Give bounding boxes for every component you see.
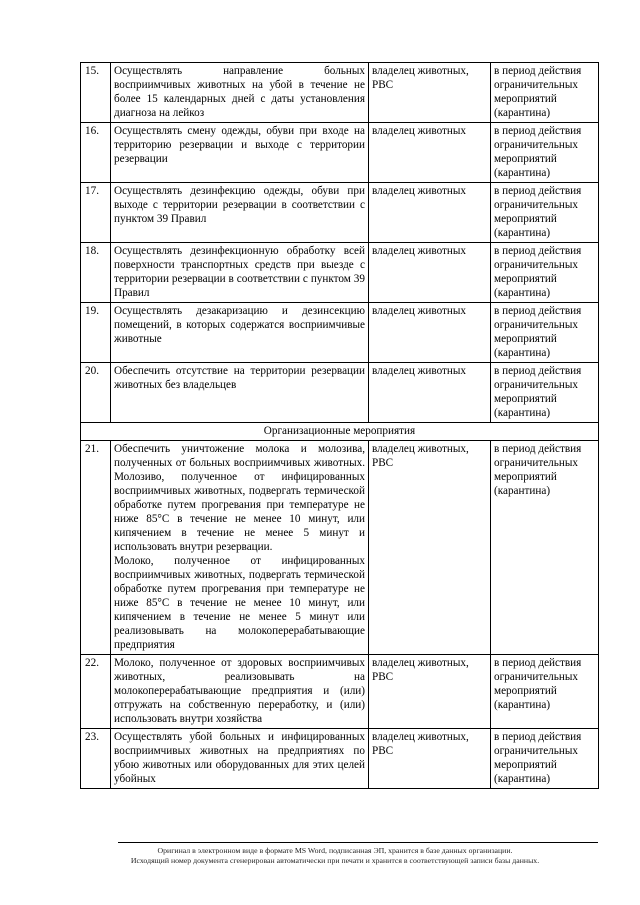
table-row bbox=[81, 243, 599, 303]
row-number: 19. bbox=[81, 303, 111, 363]
measure-paragraph: Осуществлять дезинфекционную обработку всей поверхности транспортных средств при выезде с территории резервации в соответствии с пунктом 39 Правил bbox=[114, 245, 365, 299]
measures-table bbox=[80, 62, 599, 789]
row-measure bbox=[111, 183, 369, 243]
measure-paragraph: Осуществлять дезакаризацию и дезинсекцию помещений, в которых содержатся восприимчивые животные bbox=[114, 305, 365, 345]
row-measure bbox=[111, 63, 369, 123]
row-measure bbox=[111, 441, 369, 655]
row-measure bbox=[111, 655, 369, 729]
row-term: в период действия ограничительных мероприятий (карантина) bbox=[491, 363, 599, 423]
measures-table-body bbox=[81, 63, 599, 789]
footer-note bbox=[70, 846, 600, 866]
measure-paragraph: Осуществлять смену одежды, обуви при входе на территорию резервации и выходе с территории резервации bbox=[114, 125, 365, 165]
table-row bbox=[81, 63, 599, 123]
row-measure bbox=[111, 303, 369, 363]
row-term: в период действия ограничительных мероприятий (карантина) bbox=[491, 303, 599, 363]
row-term: в период действия ограничительных мероприятий (карантина) bbox=[491, 655, 599, 729]
row-number: 23. bbox=[81, 729, 111, 789]
measure-paragraph: Осуществлять убой больных и инфицированных восприимчивых животных на предприятиях по убою животных или оборудованных для этих целей убойных bbox=[114, 731, 365, 785]
row-responsible: владелец животных, РВС bbox=[369, 441, 491, 655]
row-responsible: владелец животных bbox=[369, 243, 491, 303]
row-responsible: владелец животных, РВС bbox=[369, 729, 491, 789]
row-number: 21. bbox=[81, 441, 111, 655]
row-responsible: владелец животных bbox=[369, 183, 491, 243]
section-row bbox=[81, 423, 599, 441]
row-measure bbox=[111, 729, 369, 789]
row-number: 17. bbox=[81, 183, 111, 243]
table-row bbox=[81, 655, 599, 729]
row-term: в период действия ограничительных мероприятий (карантина) bbox=[491, 243, 599, 303]
measure-paragraph: Молоко, полученное от здоровых восприимчивых животных, реализовывать на молокоперерабатывающие предприятия и (или) отгружать на собственную переработку, и (или) использовать внутри хозяйства bbox=[114, 657, 365, 725]
row-responsible: владелец животных, РВС bbox=[369, 655, 491, 729]
row-term: в период действия ограничительных мероприятий (карантина) bbox=[491, 123, 599, 183]
row-number: 22. bbox=[81, 655, 111, 729]
row-term: в период действия ограничительных мероприятий (карантина) bbox=[491, 63, 599, 123]
row-responsible: владелец животных bbox=[369, 303, 491, 363]
row-number: 16. bbox=[81, 123, 111, 183]
table-row bbox=[81, 123, 599, 183]
row-responsible: владелец животных, РВС bbox=[369, 63, 491, 123]
measure-paragraph: Обеспечить уничтожение молока и молозива, полученных от больных восприимчивых животных. Молозиво, полученное от инфицированных восприимчивых животных, подвергать термической обработке путем прогревания при температуре не ниже 85°С в течение не менее 10 минут, или кипячением в течение не менее 5 минут и использовать внутри резервации. bbox=[114, 443, 365, 553]
row-responsible: владелец животных bbox=[369, 123, 491, 183]
row-number: 20. bbox=[81, 363, 111, 423]
table-row bbox=[81, 441, 599, 655]
row-measure bbox=[111, 363, 369, 423]
table-row bbox=[81, 729, 599, 789]
row-term: в период действия ограничительных мероприятий (карантина) bbox=[491, 183, 599, 243]
footer-line-1: Оригинал в электронном виде в формате MS Word, подписанная ЭП, хранится в базе данных организации. bbox=[157, 846, 513, 855]
measure-paragraph: Молоко, полученное от инфицированных восприимчивых животных, подвергать термической обработке путем прогревания при температуре не ниже 85°С в течение не менее 10 минут, или кипячением в течение не менее 5 минут или реализовывать на молокоперерабатывающие предприятия bbox=[114, 555, 365, 651]
measure-paragraph: Осуществлять дезинфекцию одежды, обуви при выходе с территории резервации в соответствии с пунктом 39 Правил bbox=[114, 185, 365, 225]
measure-paragraph: Осуществлять направление больных восприимчивых животных на убой в течение не более 15 календарных дней с даты установления диагноза на лейкоз bbox=[114, 65, 365, 119]
row-term: в период действия ограничительных мероприятий (карантина) bbox=[491, 441, 599, 655]
row-term: в период действия ограничительных мероприятий (карантина) bbox=[491, 729, 599, 789]
table-row bbox=[81, 183, 599, 243]
footer-divider bbox=[118, 842, 598, 843]
table-row bbox=[81, 363, 599, 423]
row-responsible: владелец животных bbox=[369, 363, 491, 423]
measure-paragraph: Обеспечить отсутствие на территории резервации животных без владельцев bbox=[114, 365, 365, 391]
footer-line-2: Исходящий номер документа сгенерирован автоматически при печати и хранится в соответствующей записи базы данных. bbox=[130, 856, 540, 865]
row-number: 18. bbox=[81, 243, 111, 303]
row-measure bbox=[111, 243, 369, 303]
row-measure bbox=[111, 123, 369, 183]
row-number: 15. bbox=[81, 63, 111, 123]
table-row bbox=[81, 303, 599, 363]
section-title: Организационные мероприятия bbox=[81, 423, 599, 441]
